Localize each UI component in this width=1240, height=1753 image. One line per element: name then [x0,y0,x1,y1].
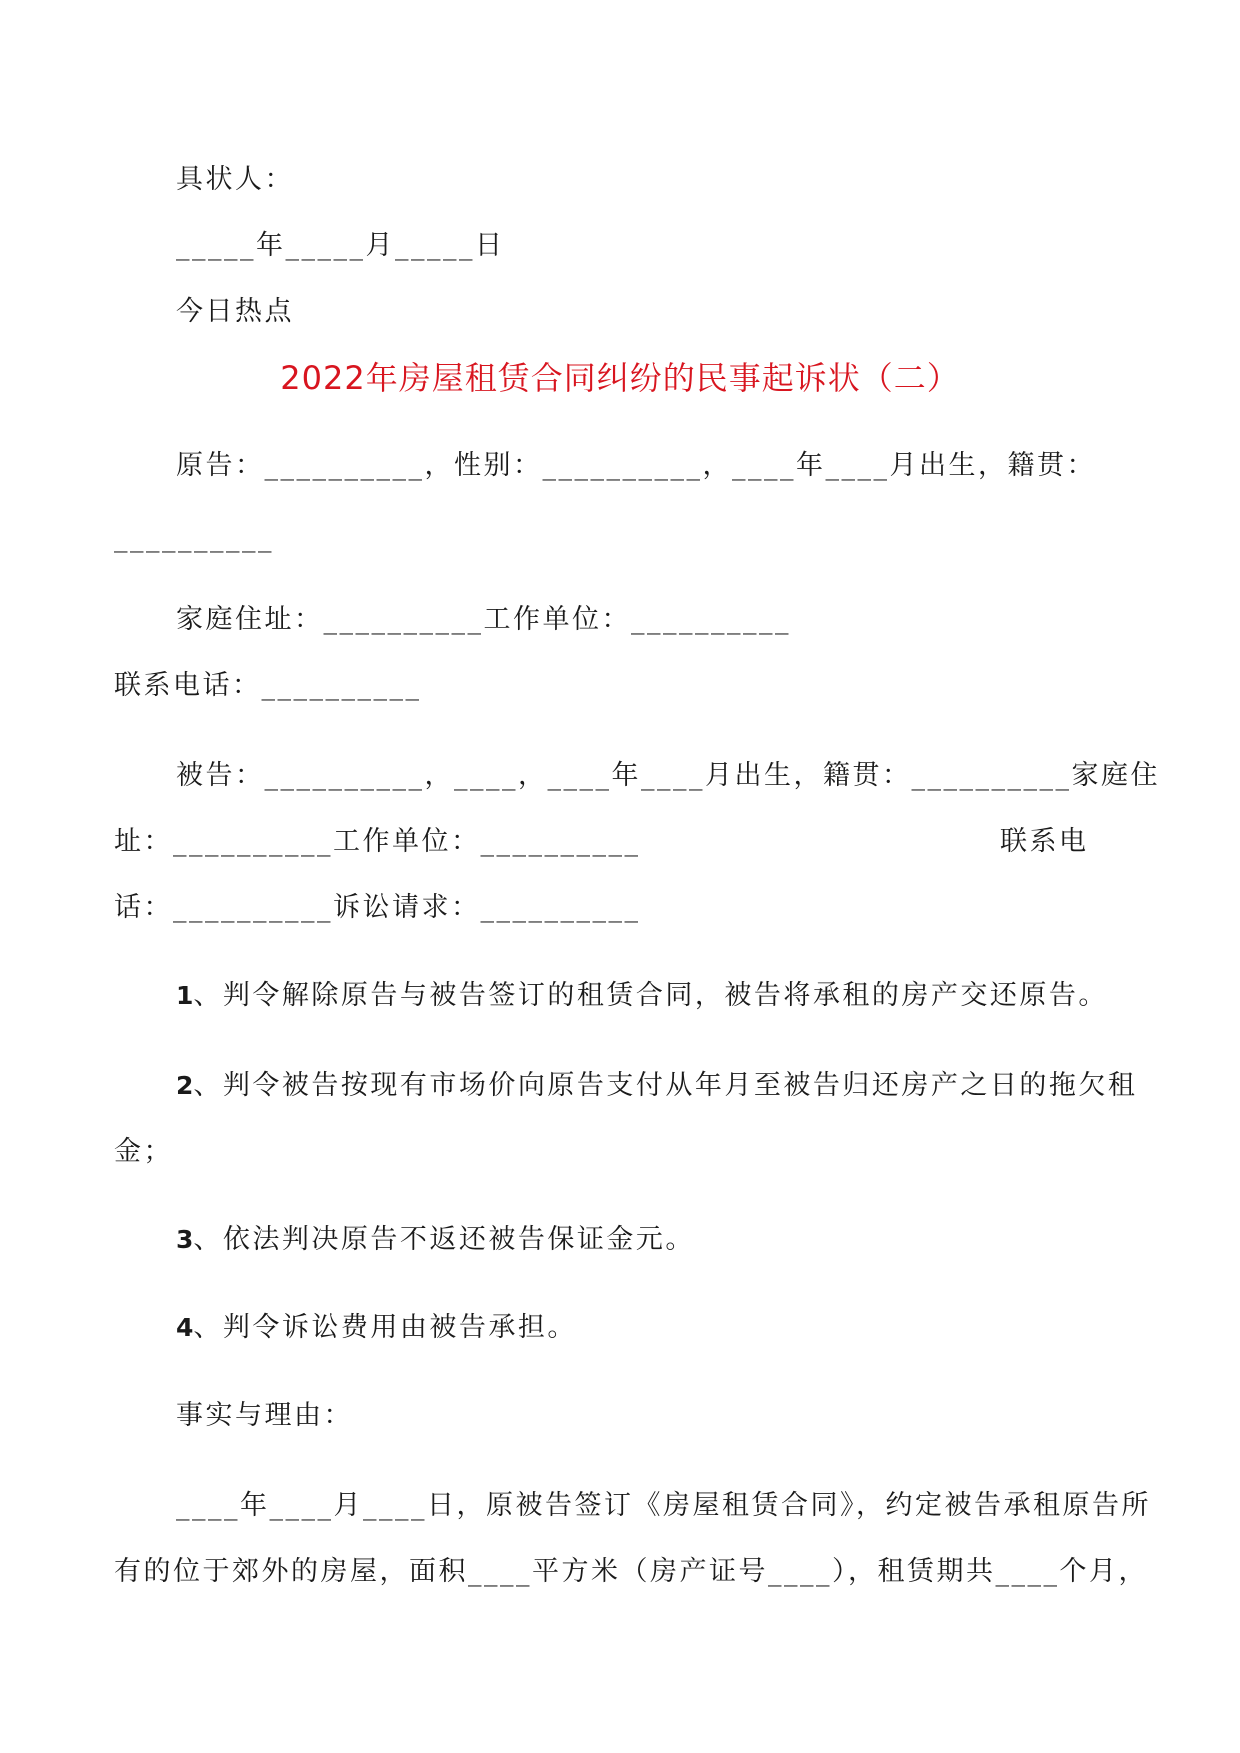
defendant-line-1: 被告：__________，____，____年____月出生，籍贯：__________家庭住 [176,760,1160,791]
defendant-line-3: 话：__________诉讼请求：__________ [114,892,641,923]
document-title: 2022年房屋租赁合同纠纷的民事起诉状（二） [280,359,960,397]
defendant-line-2b: 联系电 [1000,826,1089,857]
facts-line-2: 有的位于郊外的房屋，面积____平方米（房产证号____），租赁期共____个月， [114,1556,1148,1587]
claim-text: 、判令解除原告与被告签订的租赁合同，被告将承租的房产交还原告。 [193,980,1108,1011]
defendant-line-2a: 址：__________工作单位：__________ [114,826,641,857]
claim-text: 、依法判决原告不返还被告保证金元。 [193,1224,695,1255]
claim-2 [176,1066,1137,1106]
hot-label: 今日热点 [176,296,294,327]
claim-text: 、判令被告按现有市场价向原告支付从年月至被告归还房产之日的拖欠租 [193,1070,1138,1101]
plaintiff-line-2: __________ [114,522,274,553]
plaintiff-line-1: 原告：__________，性别：__________，____年____月出生，籍贯： [176,450,1096,481]
claim-3 [176,1220,695,1260]
claim-number: 2 [176,1071,194,1100]
facts-label: 事实与理由： [176,1400,353,1431]
claim-number: 4 [176,1313,194,1342]
claim-2-continuation: 金； [114,1136,173,1167]
claim-4 [176,1308,577,1348]
signer-date: _____年_____月_____日 [176,230,505,261]
claim-1 [176,976,1108,1016]
facts-line-1: ____年____月____日，原被告签订《房屋租赁合同》，约定被告承租原告所 [176,1490,1151,1521]
signer-label: 具状人： [176,164,294,195]
claim-text: 、判令诉讼费用由被告承担。 [193,1312,577,1343]
plaintiff-line-3: 家庭住址：__________工作单位：__________ [176,604,791,635]
claim-number: 1 [176,981,194,1010]
plaintiff-line-4: 联系电话：__________ [114,670,422,701]
claim-number: 3 [176,1225,194,1254]
